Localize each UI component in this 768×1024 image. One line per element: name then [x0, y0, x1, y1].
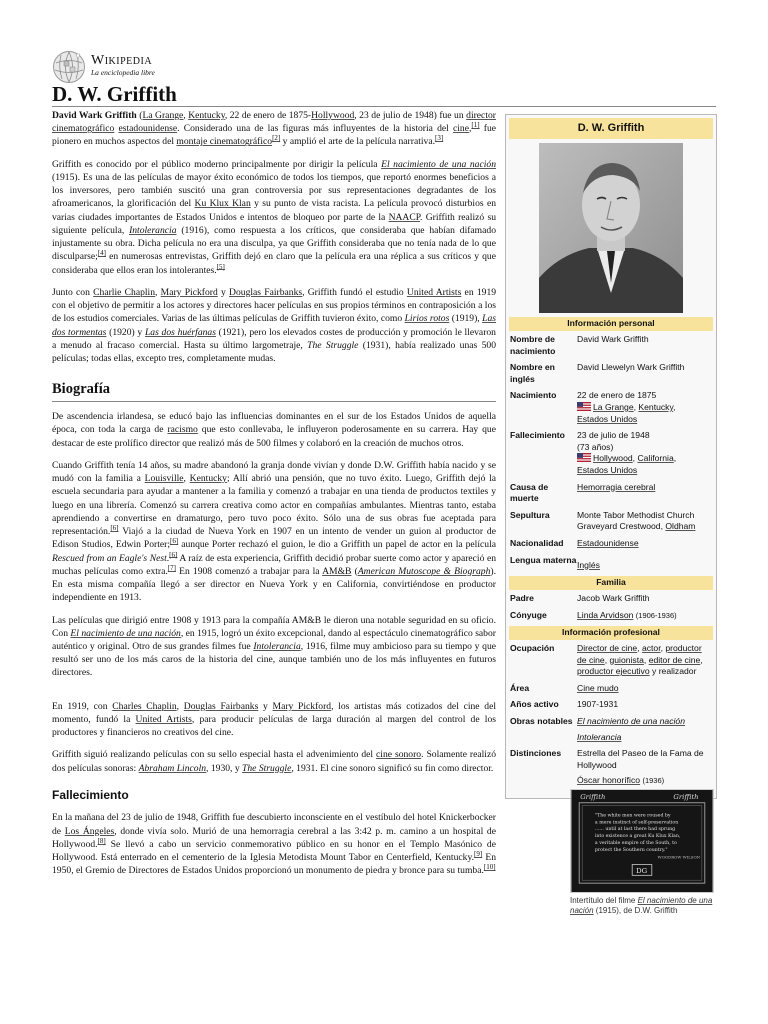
- link-cinematografico[interactable]: cinematográfico: [52, 123, 115, 135]
- intro-paragraph-1: David Wark Griffith (La Grange, Kentucky, 22 de enero de 1875-Hollywood, 23 de julio de 1948) fue un director cinematográfico estadounidense. Considerado una de las figuras más influyentes de la historia del cine,[1] fue pionero en muchos aspectos del montaje cinematográfico[2] y amplió el arte de la película narrativa.[3]: [52, 110, 496, 148]
- bio-paragraph-3: Las películas que dirigió entre 1908 y 1913 para la compañía AM&B le dieron una notable seguridad en su oficio. Con El nacimiento de una nación, en 1915, logró un éxito excepcional, dando al espectáculo cinematográfico sabor auténtico y original. Otro de sus grandes filmes fue Intolerancia, 1916, filme muy ambicioso para su tiempo y que resultó ser uno de los más caros de la historia del cine, aunque también uno de los más influyentes en futuros directores.: [52, 614, 496, 679]
- row-nacimiento: Nacimiento 22 de enero de 1875 La Grange, Kentucky, Estados Unidos: [510, 390, 676, 424]
- link-intolerancia[interactable]: Intolerancia: [129, 224, 177, 236]
- us-flag-icon: [577, 453, 591, 462]
- row-distinciones: Distinciones Estrella del Paseo de la Fama de Hollywood Óscar honorífico (1936): [510, 748, 704, 786]
- card-line-1: "The white men were roused by: [594, 813, 671, 819]
- ref-8[interactable]: [8]: [97, 836, 106, 845]
- bio-paragraph-1: De ascendencia irlandesa, se educó bajo las influencias dominantes en el sur de los Estados Unidos de aquella época, con toda la carga de racismo que esto conllevaba, le influyeron poderosamente en su carrera. Hay que destacar de este prolífico director que realizó más de 500 filmes y colaboró en la creación de muchos otros.: [52, 411, 496, 449]
- card-line-4: into existence a great Ku Klux Klan,: [594, 834, 681, 840]
- card-header-left: Griffith: [580, 792, 606, 801]
- subject-name: David Wark Griffith: [52, 110, 137, 121]
- row-area: Área Cine mudo: [510, 682, 619, 693]
- rescued-title: Rescued from an Eagle's Nest: [52, 552, 167, 564]
- link-director-cine[interactable]: Director de cine: [577, 643, 638, 654]
- link-ib-kentucky[interactable]: Kentucky: [638, 402, 674, 412]
- link-nacimiento-nacion[interactable]: El nacimiento de una nación: [381, 158, 496, 170]
- link-kentucky-2[interactable]: Kentucky: [189, 473, 227, 485]
- link-american-mutoscope[interactable]: American Mutoscope & Biograph: [357, 565, 491, 577]
- section-profesional: Información profesional: [509, 626, 713, 640]
- wikipedia-header: [52, 48, 716, 80]
- link-mary-pickford[interactable]: Mary Pickford: [160, 286, 218, 298]
- link-mary-pickford-2[interactable]: Mary Pickford: [272, 700, 332, 712]
- ref-5[interactable]: [5]: [216, 262, 225, 271]
- link-douglas-fairbanks[interactable]: Douglas Fairbanks: [229, 286, 303, 298]
- link-la-grange[interactable]: La Grange: [142, 110, 184, 121]
- link-naacp[interactable]: NAACP: [388, 211, 421, 223]
- link-charlie-chaplin[interactable]: Charlie Chaplin: [93, 286, 156, 298]
- bio-paragraph-5: Griffith siguió realizando películas con su sello especial hasta el advenimiento del cine sonoro. Solamente realizó dos películas sonoras: Abraham Lincoln, 1930, y The Struggle, 1931. El cine sonoro significó su fin como director.: [52, 749, 497, 774]
- ref-6c[interactable]: [6]: [169, 550, 178, 559]
- row-causa-muerte: Causa de muerte Hemorragia cerebral: [510, 481, 656, 504]
- section-familia: Familia: [509, 576, 713, 590]
- us-flag-icon: [577, 402, 591, 411]
- ref-1[interactable]: [1]: [471, 121, 480, 130]
- link-actor[interactable]: actor: [641, 643, 661, 654]
- row-nacionalidad: Nacionalidad Estadounidense: [510, 537, 639, 548]
- ref-7[interactable]: [7]: [167, 563, 176, 572]
- row-nombre-nacimiento: Nombre de nacimiento David Wark Griffith: [510, 334, 649, 356]
- intro-paragraph-3: Junto con Charlie Chaplin, Mary Pickford y Douglas Fairbanks, Griffith fundó el estudio United Artists en 1919 con el objetivo de permitir a los actores y directores hacer películas en sus propios términos en contraposición a los de los estudios comerciales. Varias de las últimas películas de Griffith tuvieron éxito, como Lirios rotos (1919), Las dos tormentas (1920) y Las dos huérfanas (1921), pero los elevados costes de producción y promoción le llevaron a menudo al fracaso comercial. Hasta su último largometraje, The Struggle (1931), había realizado unas 500 películas; todas ellas, excepto tres, completamente mudas.: [52, 286, 497, 364]
- row-fallecimiento: Fallecimiento 23 de julio de 1948 (73 años) Hollywood, California, Estados Unidos: [510, 430, 677, 475]
- intertitle-figure: [570, 789, 716, 917]
- card-logo: DG: [636, 866, 648, 875]
- link-productor-cine[interactable]: productor de cine: [577, 643, 702, 665]
- ref-4[interactable]: [4]: [97, 249, 106, 258]
- link-oldham[interactable]: Oldham: [665, 521, 696, 532]
- bio-paragraph-4: En 1919, con Charles Chaplin, Douglas Fairbanks y Mary Pickford, los artistas más cotizados del cine del momento, fundó la United Artists, para producir películas de larga duración al margen del control de los productores y financieros no creativos del cine.: [52, 700, 497, 739]
- section-personal: Información personal: [509, 317, 713, 331]
- card-line-3: ...... until at last there had sprung: [594, 827, 676, 833]
- infobox: [505, 114, 717, 799]
- link-nacimiento-nacion-2[interactable]: El nacimiento de una nación: [70, 627, 181, 639]
- ref-9[interactable]: [9]: [474, 849, 483, 858]
- link-hemorragia[interactable]: Hemorragia cerebral: [577, 481, 656, 492]
- link-ib-eeuu-2[interactable]: Estados Unidos: [577, 464, 638, 475]
- link-kentucky[interactable]: Kentucky: [188, 110, 225, 121]
- card-attribution: WOODROW WILSON: [657, 854, 701, 860]
- link-ib-california[interactable]: California: [637, 453, 674, 464]
- link-oscar-honorifico[interactable]: Óscar honorífico: [577, 775, 641, 786]
- row-anos-activo: Años activo 1907-1931: [510, 699, 619, 710]
- link-montaje[interactable]: montaje cinematográfico: [176, 136, 273, 148]
- infobox-title: D. W. Griffith: [509, 118, 713, 139]
- row-nombre-ingles: Nombre en inglés David Llewelyn Wark Griffith: [510, 362, 685, 384]
- link-ib-nacimiento-nacion[interactable]: El nacimiento de una nación: [577, 716, 685, 726]
- heading-fallecimiento: Fallecimiento: [52, 787, 129, 802]
- figure-caption: Intertítulo del filme El nacimiento de una nación (1915), de D.W. Griffith: [570, 896, 713, 916]
- page-title: D. W. Griffith: [52, 82, 177, 106]
- the-struggle-title: The Struggle: [307, 339, 359, 351]
- link-lirios-rotos[interactable]: Lirios rotos: [404, 313, 450, 325]
- link-cine-sonoro[interactable]: cine sonoro: [376, 749, 422, 761]
- wikipedia-wordmark[interactable]: Wikipedia: [91, 53, 153, 68]
- link-los-angeles[interactable]: Los Ángeles: [64, 825, 115, 837]
- link-abraham-lincoln[interactable]: Abraham Lincoln: [138, 762, 207, 774]
- card-line-6: protect the Southern country.": [594, 847, 668, 853]
- ref-6a[interactable]: [6]: [110, 523, 119, 532]
- link-amb[interactable]: AM&B: [322, 565, 352, 577]
- ref-3[interactable]: [3]: [435, 134, 444, 143]
- link-caption-nacimiento[interactable]: El nacimiento de una nación: [570, 896, 713, 916]
- link-cine[interactable]: cine: [453, 123, 469, 135]
- card-line-5: a veritable empire of the South, to: [594, 840, 677, 846]
- ref-10[interactable]: [10]: [483, 863, 496, 872]
- link-the-struggle[interactable]: The Struggle: [242, 762, 292, 774]
- title-divider: [52, 106, 716, 107]
- row-obras-notables: Obras notables El nacimiento de una nación Intolerancia: [510, 716, 685, 742]
- link-douglas-fairbanks-2[interactable]: Douglas Fairbanks: [183, 700, 259, 712]
- link-cine-mudo[interactable]: Cine mudo: [577, 682, 619, 693]
- link-dos-huerfanas[interactable]: Las dos huérfanas: [144, 326, 216, 338]
- link-charles-chaplin[interactable]: Charles Chaplin: [112, 700, 177, 712]
- portrait-image[interactable]: [539, 143, 683, 313]
- wikipedia-tagline: La enciclopedia libre: [91, 68, 155, 77]
- link-kkk[interactable]: Ku Klux Klan: [194, 198, 251, 210]
- row-lengua-materna: Lengua materna Inglés: [510, 554, 600, 570]
- death-paragraph: En la mañana del 23 de julio de 1948, Griffith fue descubierto inconsciente en el vestíbulo del hotel Knickerbocker de Los Ángeles, donde vivía solo. Murió de una hemorragia cerebral a las 3:42 p. m. camino a un hospital de Hollywood.[8] Se llevó a cabo un servicio conmemorativo público en su honor en el Templo Masónico de Hollywood. Está enterrado en el cementerio de la Iglesia Metodista Mount Tabor en Centerfield, Kentucky.[9] En 1950, el Gremio de Directores de Estados Unidos proporcionó un monumento de piedra y bronce para su tumba.[10]: [52, 812, 496, 877]
- article-body: [52, 109, 496, 887]
- link-hollywood[interactable]: Hollywood: [311, 110, 355, 121]
- card-line-2: a mere instinct of self-preservation: [594, 820, 679, 826]
- link-racismo[interactable]: racismo: [167, 424, 198, 436]
- row-conyuge: Cónyuge Linda Arvidson (1906-1936): [510, 609, 677, 620]
- link-ib-intolerancia[interactable]: Intolerancia: [577, 731, 622, 742]
- link-dos-tormentas[interactable]: Las dos tormentas: [52, 313, 496, 338]
- link-united-artists[interactable]: United Artists: [406, 286, 462, 298]
- link-guionista[interactable]: guionista: [609, 654, 644, 665]
- link-editor-cine[interactable]: editor de cine: [648, 654, 701, 665]
- intro-paragraph-2: Griffith es conocido por el público moderno principalmente por dirigir la película El nacimiento de una nación (1915). Es una de las películas de mayor éxito económico de todos los tiempos, que reportó enormes beneficios a los inversores, pero también suscitó una gran controversia por sus representaciones degradantes de los afroamericanos, la glorificación del Ku Klux Klan y su punto de vista racista. La película provocó disturbios en varias ciudades importantes de Estados Unidos e intentos de bloqueo por parte de la NAACP. Griffith realizó su siguiente película, Intolerancia (1916), como respuesta a los críticos, que consideraba que habían difamado injustamente su obra. Dicha película no era una disculpa, ya que Griffith consideraba que no tenía nada de lo que disculparse;[4] en numerosas entrevistas, Griffith dejó en claro que la película era una réplica a sus críticos y que consideraba que ellos eran los intolerantes.[5]: [52, 158, 497, 276]
- ref-6b[interactable]: [6]: [170, 537, 179, 546]
- link-estadounidense[interactable]: estadounidense: [118, 123, 178, 135]
- ref-2[interactable]: [2]: [272, 134, 281, 143]
- link-ib-hollywood[interactable]: Hollywood: [593, 453, 633, 464]
- card-header-right: Griffith: [673, 792, 699, 801]
- heading-biografia: Biografía: [52, 381, 110, 398]
- wikipedia-globe-icon[interactable]: [52, 50, 86, 84]
- link-director[interactable]: director: [466, 110, 496, 121]
- section-divider: [52, 401, 496, 402]
- link-ib-estadounidense[interactable]: Estadounidense: [577, 537, 639, 548]
- link-ib-la-grange[interactable]: La Grange: [593, 402, 634, 412]
- row-ocupacion: Ocupación Director de cine, actor, productor de cine, guionista, editor de cine, productor ejecutivo y realizador: [510, 643, 703, 677]
- link-linda-arvidson[interactable]: Linda Arvidson: [577, 609, 634, 620]
- link-ib-eeuu-1[interactable]: Estados Unidos: [577, 413, 638, 424]
- row-padre: Padre Jacob Wark Griffith: [510, 592, 650, 603]
- link-intolerancia-2[interactable]: Intolerancia: [253, 640, 301, 652]
- link-ingles[interactable]: Inglés: [577, 559, 600, 570]
- row-sepultura: Sepultura Monte Tabor Methodist Church Graveyard Crestwood, Oldham: [510, 509, 696, 532]
- link-louisville[interactable]: Louisville: [144, 473, 184, 485]
- bio-paragraph-2: Cuando Griffith tenía 14 años, su madre abandonó la granja donde vivían y donde D.W. Griffith había nacido y se mudó con la familia a Louisville, Kentucky; Allí abrió una pensión, que no tuvo éxito. Luego, Griffith dejó la escuela secundaria para ayudar a mantener a la familia y comenzó a trabajar en una tienda de productos textiles y luego en una librería. Comenzó su carrera creativa como actor en compañías ambulantes. Mientras tanto, estaba aprendiendo a convertirse en dramaturgo, pero tuvo poco éxito. Sólo una de sus obras fue aceptada para representación.[6] Viajó a la ciudad de Nueva York en 1907 en un intento de vender un guion al productor de Edison Studios, Edwin Porter;[6] aunque Porter rechazó el guion, le dio a Griffith un papel de actor en la película Rescued from an Eagle's Nest.[6] A raíz de esta experiencia, Griffith decidió probar suerte como actor y apareció en muchas películas como extra.[7] En 1908 comenzó a trabajar para la AM&B (American Mutoscope & Biograph). En esta misma compañía llegó a ser director en Nueva York y en California, convirtiéndose en productor independiente en 1913.: [52, 459, 496, 604]
- intertitle-image[interactable]: [570, 789, 714, 893]
- link-productor-ejecutivo[interactable]: productor ejecutivo: [577, 666, 650, 677]
- link-united-artists-2[interactable]: United Artists: [135, 713, 192, 725]
